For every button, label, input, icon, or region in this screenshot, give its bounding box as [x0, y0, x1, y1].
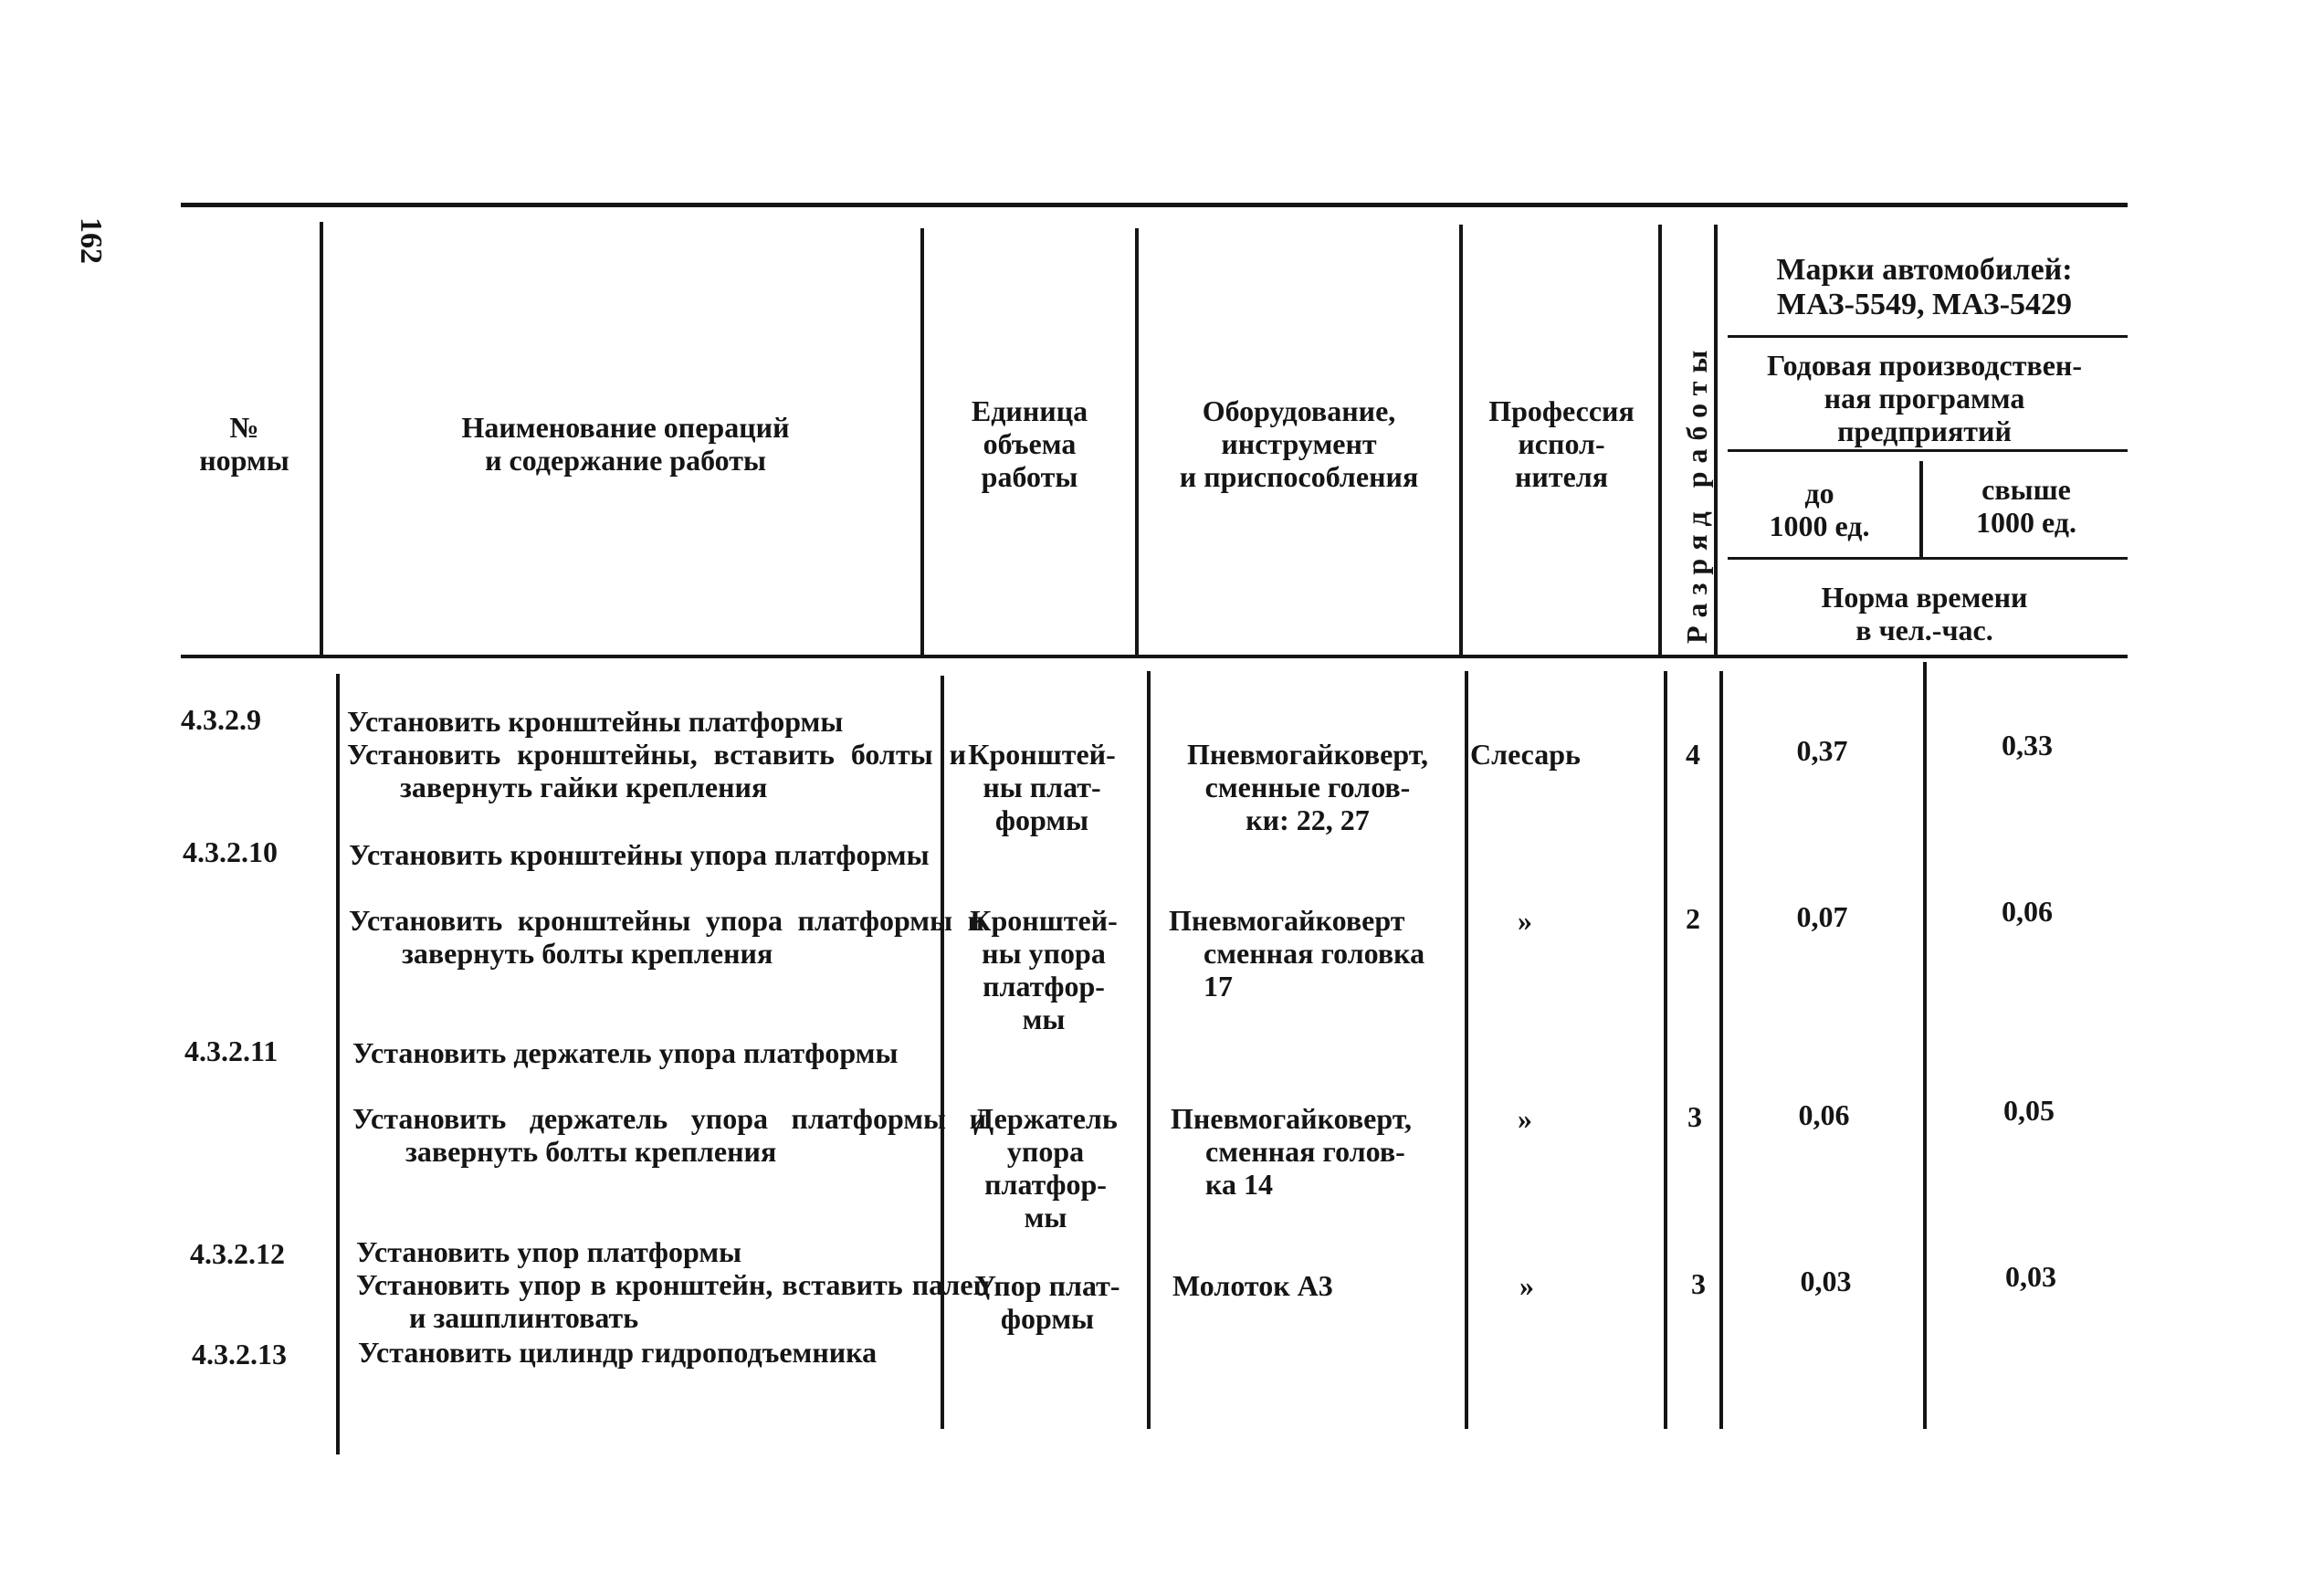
norm-number: 4.3.2.9 — [181, 703, 261, 736]
operation-title: Установить держатель упора платформы — [352, 1036, 899, 1069]
norm-over-1000: 0,05 — [2003, 1094, 2055, 1127]
operation-title: Установить кронштейны упора платформы — [349, 838, 930, 871]
grade: 4 — [1686, 738, 1700, 771]
profession: » — [1518, 904, 1532, 937]
body-divider — [336, 674, 340, 1454]
norm-upto-1000: 0,06 — [1798, 1098, 1850, 1131]
upto-over-rule — [1728, 557, 2128, 560]
operation-content: Установить держатель упора платформы и завернуть болты крепления — [352, 1102, 986, 1168]
header-divider — [1658, 225, 1662, 657]
norm-over-1000: 0,06 — [2002, 895, 2053, 928]
unit-of-work: Кронштей- ны плат- формы — [968, 738, 1116, 836]
norm-number: 4.3.2.11 — [184, 1034, 279, 1067]
header-divider — [1714, 225, 1718, 657]
profession: Слесарь — [1470, 738, 1581, 771]
norm-number: 4.3.2.12 — [190, 1237, 285, 1270]
norm-upto-1000: 0,07 — [1796, 900, 1848, 933]
operation-content: Установить упор в кронштейн, вставить палец и зашплинтовать — [356, 1268, 990, 1334]
equipment: Пневмогайковерт сменная головка 17 — [1169, 904, 1425, 1003]
header-profession: Профессия испол- нителя — [1488, 394, 1635, 493]
body-divider — [1719, 671, 1723, 1429]
header-grade: Разряд работы — [1680, 341, 1713, 644]
grade: 3 — [1687, 1100, 1702, 1133]
header-over: свыше 1000 ед. — [1976, 473, 2076, 539]
operation-title: Установить кронштейны платформы — [347, 705, 844, 738]
brands-rule — [1728, 335, 2128, 338]
body-divider — [1465, 671, 1468, 1429]
norm-over-1000: 0,33 — [2002, 729, 2053, 761]
equipment: Молоток А3 — [1172, 1269, 1333, 1302]
norm-upto-1000: 0,37 — [1796, 734, 1848, 767]
header-norm-time: Норма времени в чел.-час. — [1821, 581, 2028, 646]
program-rule — [1728, 449, 2128, 452]
header-bottom-rule — [181, 655, 2128, 658]
norm-number: 4.3.2.10 — [183, 835, 278, 868]
header-equipment: Оборудование, инструмент и приспособления — [1179, 394, 1419, 493]
header-program: Годовая производствен- ная программа предприятий — [1767, 349, 2082, 447]
operation-title: Установить цилиндр гидроподъемника — [358, 1336, 878, 1369]
grade: 2 — [1686, 902, 1700, 935]
header-divider — [920, 228, 924, 657]
operation-title: Установить упор платформы — [356, 1235, 742, 1268]
header-brands: Марки автомобилей: МАЗ-5549, МАЗ-5429 — [1776, 253, 2073, 321]
header-unit: Единица объема работы — [971, 394, 1088, 493]
header-divider — [1135, 228, 1139, 657]
header-upto: до 1000 ед. — [1769, 477, 1870, 542]
page-number: 162 — [74, 217, 108, 264]
norm-number: 4.3.2.13 — [192, 1338, 287, 1370]
header-divider — [320, 222, 323, 657]
norm-over-1000: 0,03 — [2005, 1260, 2056, 1293]
top-rule — [181, 203, 2128, 207]
grade: 3 — [1691, 1267, 1706, 1300]
operation-content: Установить кронштейны, вставить болты и завернуть гайки крепления — [347, 738, 966, 803]
profession: » — [1518, 1102, 1532, 1135]
header-divider — [1919, 461, 1923, 557]
norm-upto-1000: 0,03 — [1800, 1265, 1852, 1297]
header-divider — [1459, 225, 1463, 657]
operation-content: Установить кронштейны упора платформы и завернуть болты крепления — [349, 904, 984, 970]
unit-of-work: Держатель упора платфор- мы — [973, 1102, 1118, 1234]
profession: » — [1519, 1269, 1534, 1302]
equipment: Пневмогайковерт, сменные голов- ки: 22, 27 — [1187, 738, 1428, 836]
unit-of-work: Упор плат- формы — [974, 1269, 1120, 1335]
equipment: Пневмогайковерт, сменная голов- ка 14 — [1171, 1102, 1412, 1201]
header-operation: Наименование операций и содержание работы — [461, 411, 790, 477]
header-norm-no: № нормы — [199, 411, 289, 477]
unit-of-work: Кронштей- ны упора платфор- мы — [970, 904, 1118, 1035]
body-divider — [1923, 662, 1927, 1429]
body-divider — [1664, 671, 1667, 1429]
